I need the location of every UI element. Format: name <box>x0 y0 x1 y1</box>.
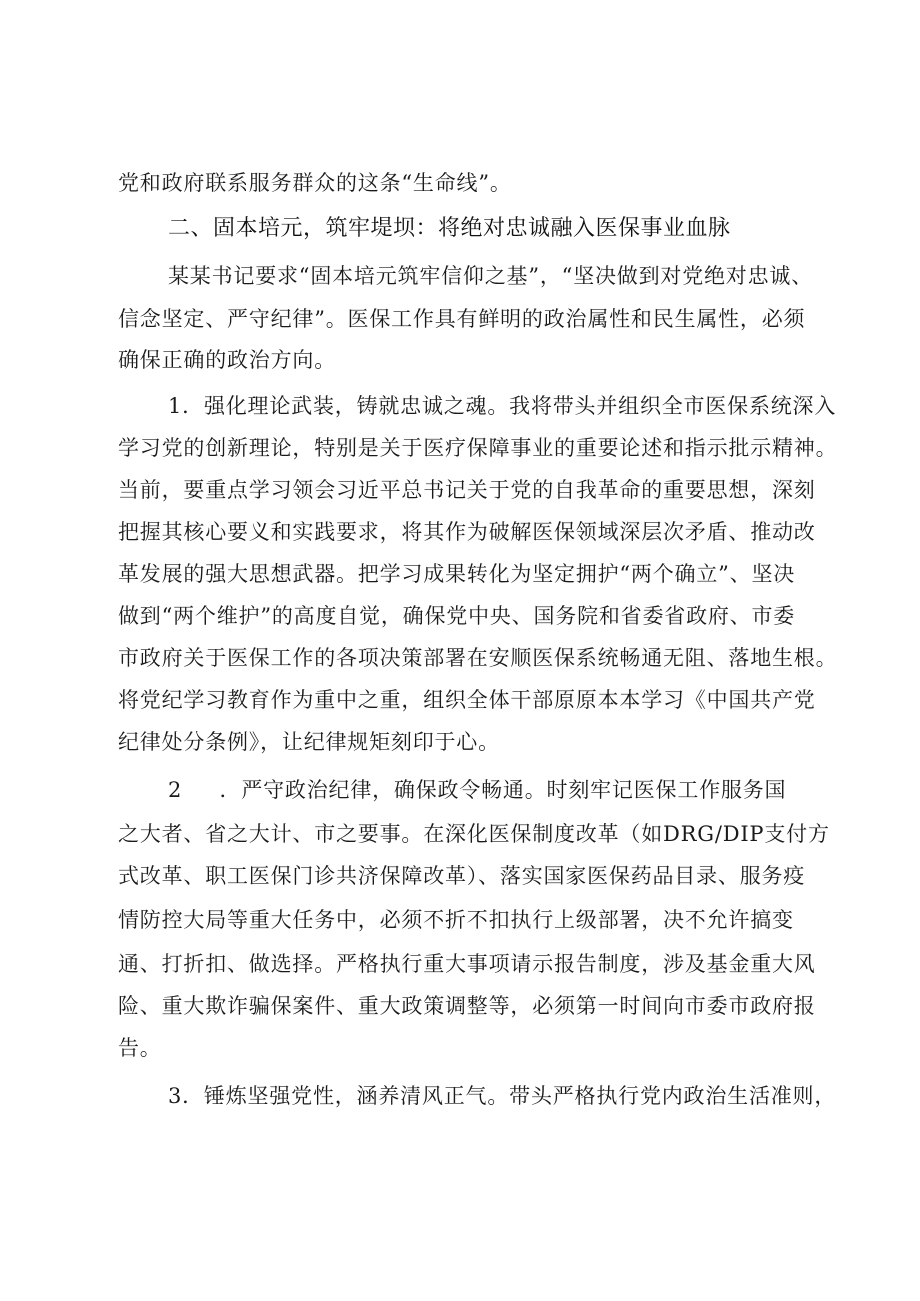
body-line-19: 险、重大欺诈骗保案件、重大政策调整等，必须第一时间向市委市政府报 <box>118 994 816 1018</box>
body-line-7: 当前，要重点学习领会习近平总书记关于党的自我革命的重要思想，深刻 <box>118 478 816 502</box>
body-line-14: 2 ．严守政治纪律，确保政令畅通。时刻牢记医保工作服务国 <box>168 778 787 802</box>
body-line-12: 将党纪学习教育作为重中之重，组织全体干部原原本本学习《中国共产党 <box>118 688 816 712</box>
body-line-17: 情防控大局等重大任务中，必须不折不扣执行上级部署，决不允许搞变 <box>118 908 794 932</box>
body-line-16: 式改革、职工医保门诊共济保障改革）、落实国家医保药品目录、服务疫 <box>118 864 806 888</box>
body-line-1: 党和政府联系服务群众的这条“生命线”。 <box>118 171 512 195</box>
body-line-10: 做到“两个维护”的高度自觉，确保党中央、国务院和省委省政府、市委 <box>118 604 796 628</box>
body-line-11: 市政府关于医保工作的各项决策部署在安顺医保系统畅通无阻、落地生根。 <box>118 646 838 670</box>
body-line-6: 学习党的创新理论，特别是关于医疗保障事业的重要论述和指示批示精神。 <box>118 436 838 460</box>
body-line-20: 告。 <box>118 1036 162 1060</box>
body-line-3: 信念坚定、严守纪律”。医保工作具有鲜明的政治属性和民生属性，必须 <box>118 307 806 331</box>
body-line-13: 纪律处分条例》，让纪律规矩刻印于心。 <box>118 730 500 754</box>
body-line-8: 把握其核心要义和实践要求，将其作为破解医保领域深层次矛盾、推动改 <box>118 520 816 544</box>
body-line-4: 确保正确的政治方向。 <box>118 348 336 372</box>
body-line-2: 某某书记要求“固本培元筑牢信仰之基”，“坚决做到对党绝对忠诚、 <box>168 264 814 288</box>
body-line-18: 通、打折扣、做选择。严格执行重大事项请示报告制度，涉及基金重大风 <box>118 952 816 976</box>
body-line-5: 1．强化理论武装，铸就忠诚之魂。我将带头并组织全市医保系统深入 <box>168 394 837 418</box>
body-line-9: 革发展的强大思想武器。把学习成果转化为坚定拥护“两个确立”、坚决 <box>118 562 796 586</box>
section-heading: 二、固本培元，筑牢堤坝：将绝对忠诚融入医保事业血脉 <box>168 216 731 241</box>
body-line-15: 之大者、省之大计、市之要事。在深化医保制度改革（如DRG/DIP支付方 <box>118 822 830 846</box>
body-line-21: 3．锤炼坚强党性，涵养清风正气。带头严格执行党内政治生活准则， <box>168 1084 837 1108</box>
